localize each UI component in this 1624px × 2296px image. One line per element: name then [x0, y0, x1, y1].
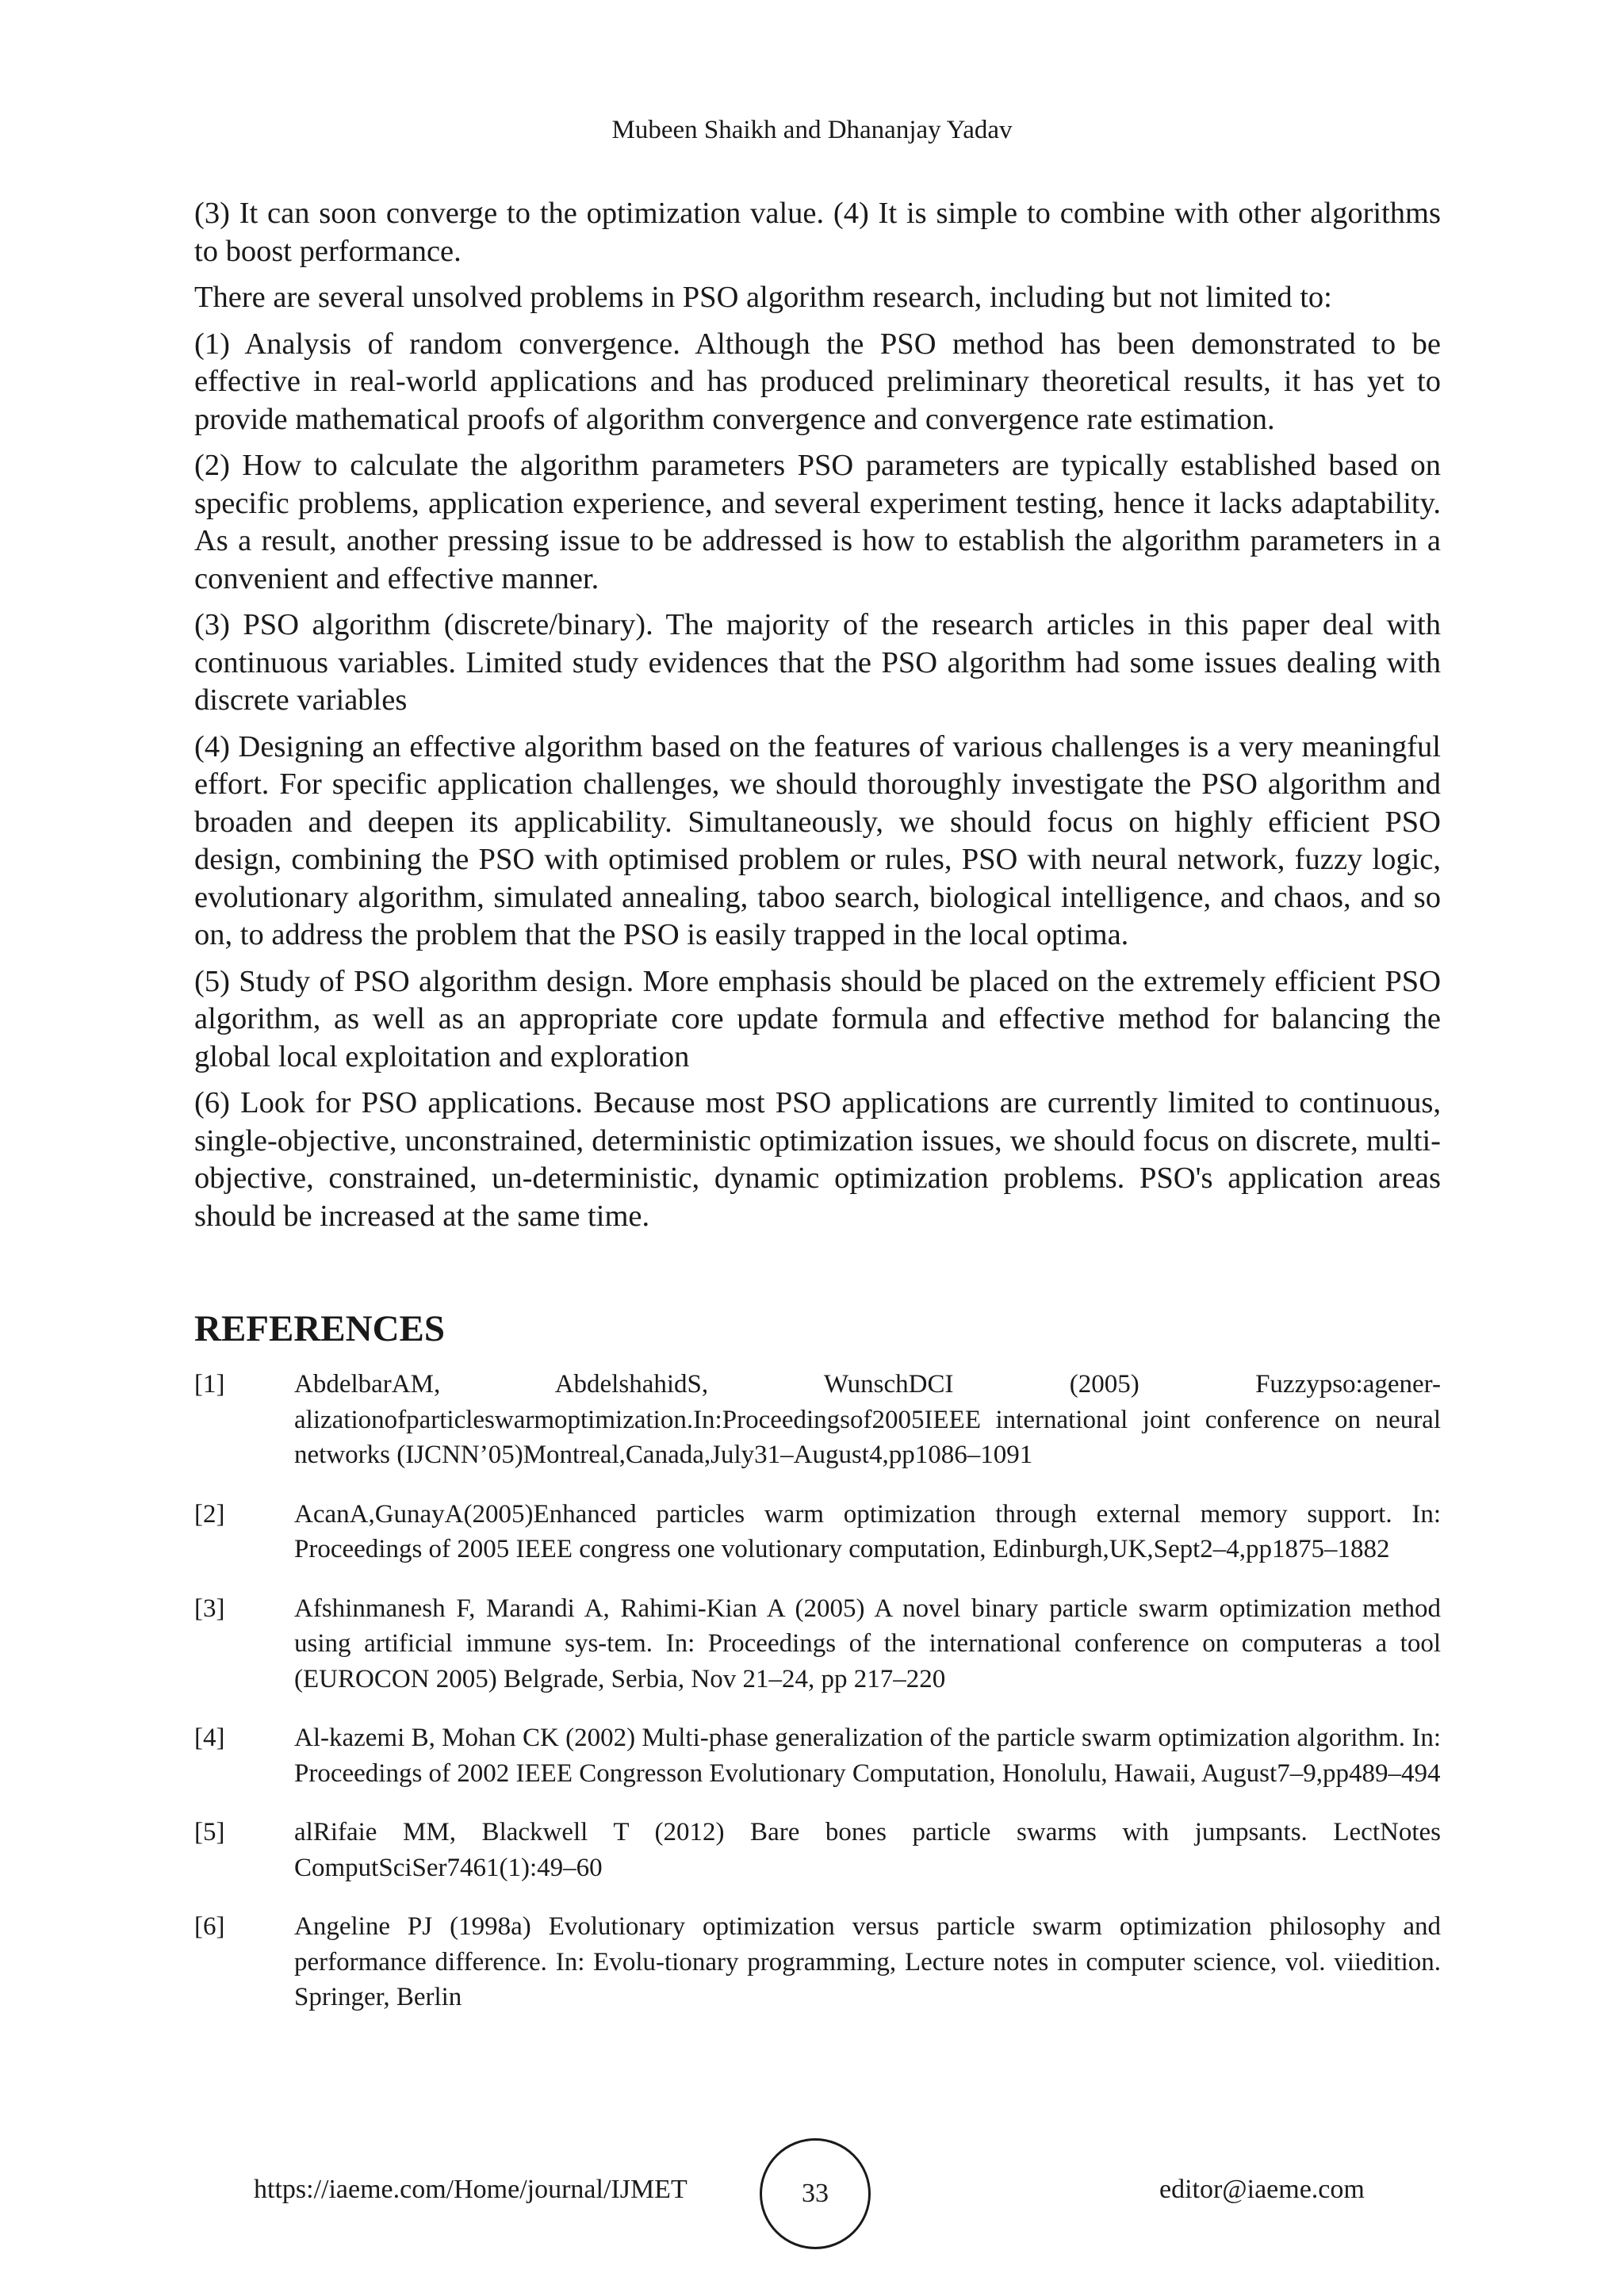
reference-list: [194, 1367, 1441, 2039]
reference-text: AcanA,GunayA(2005)Enhanced particles warm optimization through external memory support. In: Proceedings of 2005 IEEE congress one volutionary computation, Edinburgh,UK,Sept2–4,pp1875–1882: [294, 1499, 1441, 1563]
paragraph: There are several unsolved problems in PSO algorithm research, including but not limited to:: [194, 281, 1332, 314]
running-head: Mubeen Shaikh and Dhananjay Yadav: [611, 116, 1013, 144]
page-number: [760, 2138, 871, 2249]
references-heading: REFERENCES: [194, 1308, 446, 1349]
reference-item: [194, 1720, 1441, 1791]
reference-number: [2]: [194, 1499, 225, 1529]
page-number-label: 33: [802, 2179, 829, 2208]
reference-item: [194, 1367, 1441, 1473]
reference-number: [4]: [194, 1724, 225, 1752]
footer-url[interactable]: https://iaeme.com/Home/journal/IJMET: [254, 2175, 688, 2204]
reference-text: Afshinmanesh F, Marandi A, Rahimi-Kian A (2005) A novel binary particle swarm optimization method using artificial immune sys-tem. In: Proceedings of the international conference on computeras a tool (EUROCON 2005) Belgrade, Serbia, Nov 21–24, pp 217–220: [294, 1594, 1441, 1693]
reference-item: [194, 1909, 1441, 2015]
paragraph: (3) It can soon converge to the optimization value. (4) It is simple to combine with other algorithms to boost performance.: [194, 197, 1441, 268]
reference-text: Al-kazemi B, Mohan CK (2002) Multi-phase generalization of the particle swarm optimization algorithm. In: Proceedings of 2002 IEEE Congresson Evolutionary Computation, Honolulu, Hawaii, August7–9,pp489–494: [294, 1724, 1441, 1788]
reference-text: alRifaie MM, Blackwell T (2012) Bare bones particle swarms with jumpsants. LectNotes ComputSciSer7461(1):49–60: [294, 1818, 1441, 1882]
paragraph: (6) Look for PSO applications. Because most PSO applications are currently limited to continuous, single-objective, unconstrained, deterministic optimization issues, we should focus on discrete, multi-objective, constrained, un-deterministic, dynamic optimization problems. PSO's application areas should be increased at the same time.: [194, 1086, 1441, 1233]
paragraph: (3) PSO algorithm (discrete/binary). The majority of the research articles in this paper deal with continuous variables. Limited study evidences that the PSO algorithm had some issues dealing with discrete variables: [194, 608, 1441, 717]
paragraph: (5) Study of PSO algorithm design. More emphasis should be placed on the extremely efficient PSO algorithm, as well as an appropriate core update formula and effective method for balancing the global local exploitation and exploration: [194, 964, 1441, 1073]
reference-number: [6]: [194, 1912, 225, 1941]
reference-number: [1]: [194, 1370, 225, 1399]
reference-text: Angeline PJ (1998a) Evolutionary optimization versus particle swarm optimization philosophy and performance difference. In: Evolu-tionary programming, Lecture notes in computer science, vol. viiedition. Springer, Berlin: [294, 1912, 1441, 2011]
footer-email[interactable]: editor@iaeme.com: [1159, 2175, 1365, 2204]
reference-number: [3]: [194, 1594, 225, 1623]
reference-item: [194, 1815, 1441, 1885]
paragraph: (4) Designing an effective algorithm based on the features of various challenges is a very meaningful effort. For specific application challenges, we should thoroughly investigate the PSO algorithm and broaden and deepen its applicability. Simultaneously, we should focus on highly efficient PSO design, combining the PSO with optimised problem or rules, PSO with neural network, fuzzy logic, evolutionary algorithm, simulated annealing, taboo search, biological intelligence, and chaos, and so on, to address the problem that the PSO is easily trapped in the local optima.: [194, 729, 1441, 951]
body-text: [194, 195, 1441, 1244]
reference-item: [194, 1497, 1441, 1567]
reference-number: [5]: [194, 1818, 225, 1846]
reference-item: [194, 1591, 1441, 1697]
reference-text: AbdelbarAM, AbdelshahidS, WunschDCI (2005) Fuzzypso:agener-alizationofparticleswarmoptimization.In:Proceedingsof2005IEEE international joint conference on neural networks (IJCNN’05)Montreal,Canada,July31–August4,pp1086–1091: [294, 1370, 1441, 1469]
paragraph: (1) Analysis of random convergence. Although the PSO method has been demonstrated to be effective in real-world applications and has produced preliminary theoretical results, it has yet to provide mathematical proofs of algorithm convergence and convergence rate estimation.: [194, 327, 1441, 436]
paragraph: (2) How to calculate the algorithm parameters PSO parameters are typically established based on specific problems, application experience, and several experiment testing, hence it lacks adaptability. As a result, another pressing issue to be addressed is how to establish the algorithm parameters in a convenient and effective manner.: [194, 449, 1441, 595]
